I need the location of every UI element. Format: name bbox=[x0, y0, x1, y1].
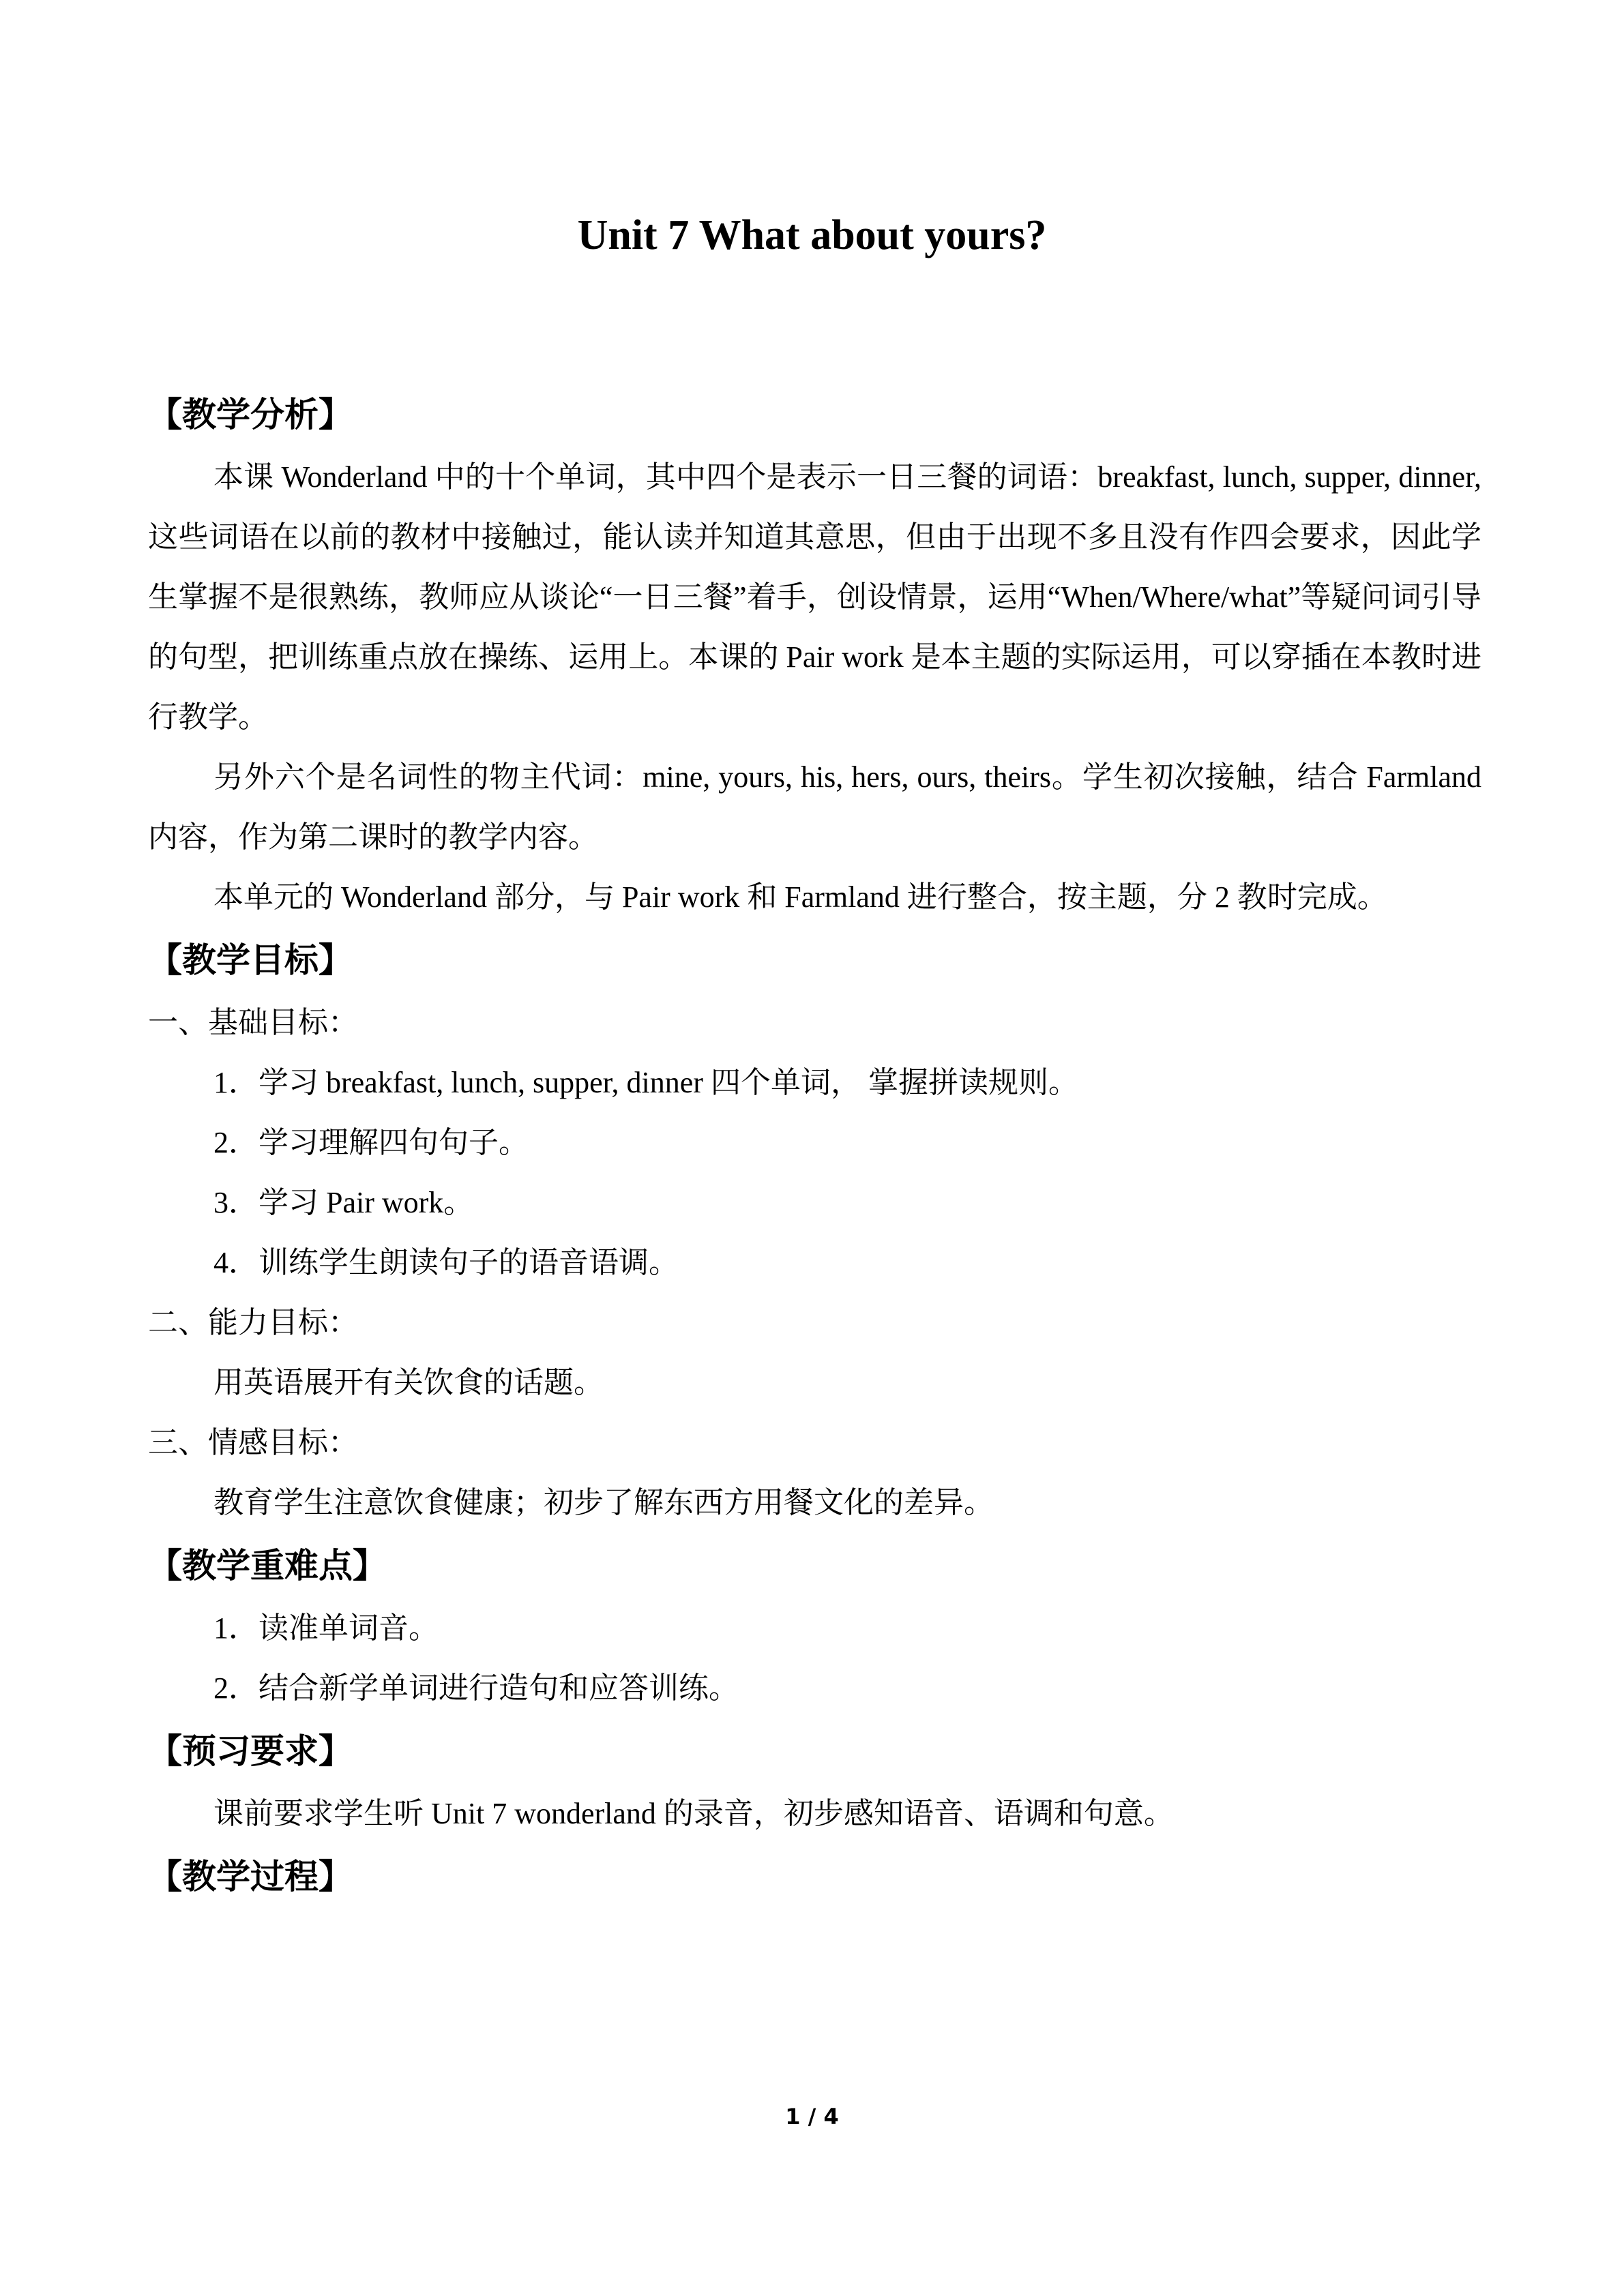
analysis-paragraph: 本单元的 Wonderland 部分，与 Pair work 和 Farmland 进行整合，按主题，分 2 教时完成。 bbox=[213, 880, 1387, 914]
document-body bbox=[148, 382, 1481, 1909]
preview-text: 课前要求学生听 Unit 7 wonderland 的录音，初步感知语音、语调和句意。 bbox=[213, 1797, 1174, 1830]
goal-emotion-text: 教育学生注意饮食健康；初步了解东西方用餐文化的差异。 bbox=[213, 1486, 994, 1519]
goal-basic-item: 2．学习理解四句句子。 bbox=[213, 1126, 529, 1159]
document-title: Unit 7 What about yours? bbox=[577, 212, 1047, 258]
goal-basic-label: 一、基础目标： bbox=[148, 1006, 358, 1039]
key-point-item: 2．结合新学单词进行造句和应答训练。 bbox=[213, 1671, 739, 1705]
heading-preview: 【预习要求】 bbox=[148, 1731, 353, 1771]
goal-basic-item: 3．学习 Pair work。 bbox=[213, 1186, 474, 1219]
analysis-paragraph: 另外六个是名词性的物主代词：mine, yours, his, hers, ours, theirs。学生初次接触，结合 Farmland 内容，作为第二课时的教学内容。 bbox=[148, 760, 1481, 854]
heading-analysis: 【教学分析】 bbox=[148, 395, 353, 434]
goal-ability-text: 用英语展开有关饮食的话题。 bbox=[213, 1366, 604, 1399]
heading-process: 【教学过程】 bbox=[148, 1857, 353, 1896]
page-number: 1 / 4 bbox=[785, 2104, 839, 2130]
key-point-item: 1．读准单词音。 bbox=[213, 1611, 439, 1645]
heading-goals: 【教学目标】 bbox=[148, 940, 353, 980]
goal-basic-item: 4．训练学生朗读句子的语音语调。 bbox=[213, 1246, 679, 1279]
analysis-paragraph: 本课 Wonderland 中的十个单词，其中四个是表示一日三餐的词语：breakfast, lunch, supper, dinner, 这些词语在以前的教材中接触过，能认读并知道其意思，但由于出现不多且没有作四会要求，因此学生掌握不是很熟练，教师应从谈论“一日三餐”着手，创设情景，运用“When/Where/what”等疑问词引导的句型，把训练重点放在操练、运用上。本课的 Pair work 是本主题的实际运用，可以穿插在本教时进行教学。 bbox=[148, 460, 1481, 734]
goal-emotion-label: 三、情感目标： bbox=[148, 1426, 358, 1459]
goal-basic-item: 1．学习 breakfast, lunch, supper, dinner 四个单词， 掌握拼读规则。 bbox=[213, 1066, 1078, 1099]
heading-key-points: 【教学重难点】 bbox=[148, 1546, 387, 1585]
goal-ability-label: 二、能力目标： bbox=[148, 1306, 358, 1339]
